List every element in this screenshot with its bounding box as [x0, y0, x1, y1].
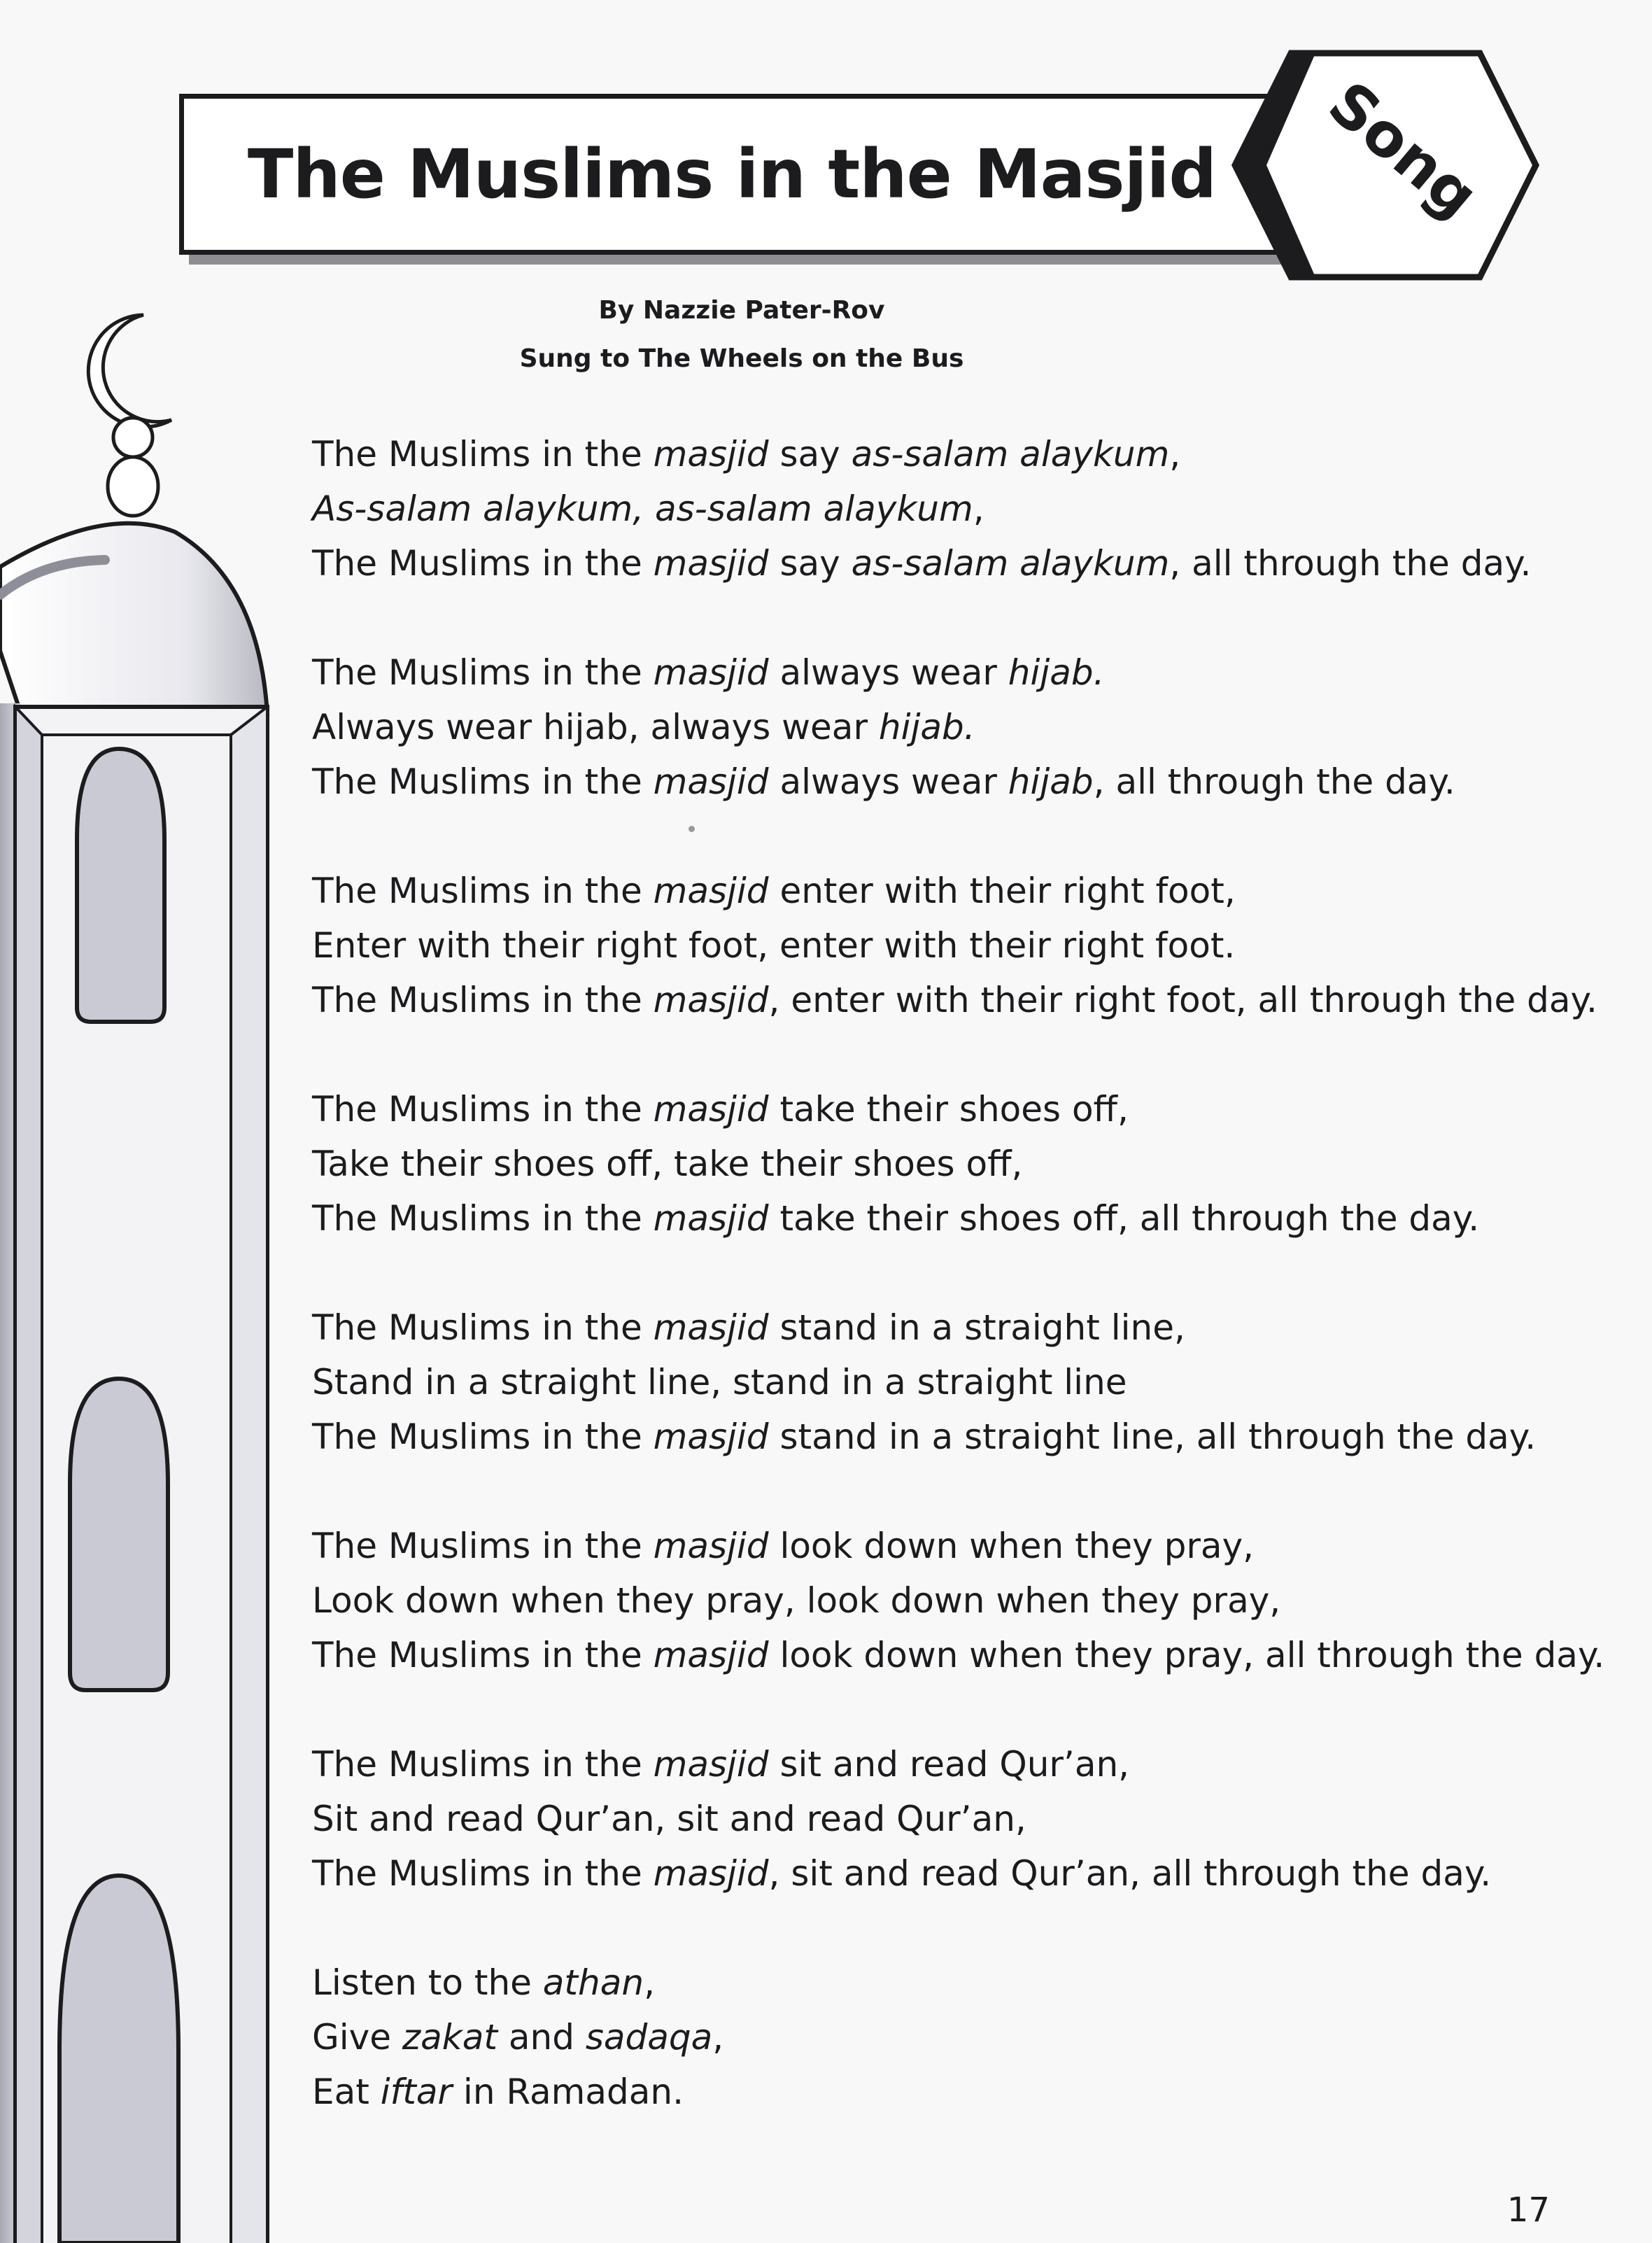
- lyric-line: [312, 1573, 1516, 1628]
- lyric-text: The Muslims in the: [312, 761, 654, 802]
- lyric-text: sit and read Qur’an,: [768, 1744, 1130, 1785]
- italic-term: masjid: [653, 434, 769, 474]
- lyric-line: [312, 1519, 1516, 1573]
- italic-term: masjid: [653, 980, 769, 1020]
- lyric-text: Take their shoes off, take their shoes off,: [312, 1144, 1023, 1184]
- italic-term: as-salam alaykum: [851, 434, 1170, 474]
- italic-term: masjid: [653, 1853, 769, 1894]
- lyric-text: in Ramadan.: [452, 2072, 684, 2112]
- lyric-text: The Muslims in the: [312, 434, 654, 474]
- italic-term: masjid: [653, 1089, 769, 1130]
- lyric-text: always wear: [768, 761, 1008, 802]
- lyric-text: The Muslims in the: [312, 1853, 654, 1894]
- lyric-text: look down when they pray, all through the day.: [768, 1635, 1605, 1675]
- lyric-line: [312, 1137, 1516, 1191]
- lyric-line: [312, 2010, 1516, 2065]
- lyric-text: ,: [973, 488, 984, 529]
- lyric-text: Look down when they pray, look down when they pray,: [312, 1580, 1281, 1621]
- song-badge-label: Song: [1315, 68, 1491, 232]
- lyric-text: Give: [312, 2017, 402, 2058]
- italic-term: hijab.: [1008, 652, 1105, 693]
- lyric-text: and: [497, 2017, 586, 2058]
- italic-term: masjid: [653, 1198, 769, 1239]
- lyric-text: The Muslims in the: [312, 1198, 654, 1239]
- lyric-text: take their shoes off,: [768, 1089, 1129, 1130]
- lyric-line: [312, 918, 1516, 973]
- lyric-line: [312, 427, 1516, 481]
- stanza: [312, 645, 1516, 809]
- lyric-text: The Muslims in the: [312, 1526, 654, 1566]
- lyric-text: The Muslims in the: [312, 1307, 654, 1348]
- lyric-line: [312, 754, 1516, 809]
- stanza: [312, 1300, 1537, 1464]
- italic-term: athan: [542, 1962, 644, 2003]
- lyric-line: [312, 1409, 1537, 1464]
- lyric-line: [312, 973, 1597, 1027]
- italic-term: sadaqa: [585, 2017, 713, 2058]
- italic-term: masjid: [653, 543, 769, 584]
- stanza: [312, 1737, 1516, 1901]
- lyric-text: Sit and read Qur’an, sit and read Qur’an,: [312, 1799, 1026, 1839]
- lyric-line: [312, 1955, 1516, 2010]
- italic-term: masjid: [653, 1635, 769, 1675]
- italic-term: hijab: [1008, 761, 1094, 802]
- lyric-text: ,: [1169, 434, 1181, 474]
- lyric-line: [312, 1737, 1516, 1792]
- lyric-text: , enter with their right foot, all through the day.: [768, 980, 1597, 1020]
- author-byline: By Nazzie Pater-Rov: [598, 296, 885, 325]
- italic-term: masjid: [653, 1416, 769, 1457]
- italic-term: as-salam alaykum: [851, 543, 1170, 584]
- stanza: [312, 1082, 1516, 1246]
- lyric-text: The Muslims in the: [312, 1744, 654, 1785]
- lyric-line: [312, 864, 1516, 918]
- lyric-text: , all through the day.: [1093, 761, 1455, 802]
- italic-term: masjid: [653, 1744, 769, 1785]
- lyric-text: stand in a straight line, all through the day.: [768, 1416, 1537, 1457]
- lyric-text: say: [768, 434, 852, 474]
- lyric-line: [312, 1355, 1516, 1409]
- lyric-text: The Muslims in the: [312, 652, 654, 693]
- italic-term: masjid: [653, 1307, 769, 1348]
- italic-term: As-salam alaykum, as-salam alaykum: [312, 488, 973, 529]
- stanza: [312, 1955, 1516, 2119]
- stanza: [312, 427, 1532, 591]
- lyric-line: [312, 1191, 1516, 1246]
- lyric-line: [312, 645, 1516, 700]
- lyric-text: stand in a straight line,: [768, 1307, 1185, 1348]
- lyric-text: look down when they pray,: [768, 1526, 1255, 1566]
- lyric-text: Enter with their right foot, enter with their right foot.: [312, 925, 1236, 966]
- italic-term: masjid: [653, 871, 769, 911]
- tune-byline: Sung to The Wheels on the Bus: [519, 344, 964, 373]
- lyric-text: The Muslims in the: [312, 543, 654, 584]
- italic-term: iftar: [380, 2072, 453, 2112]
- italic-term: masjid: [653, 761, 769, 802]
- lyric-text: The Muslims in the: [312, 980, 654, 1020]
- stanza: [312, 1519, 1605, 1682]
- lyric-text: Listen to the: [312, 1962, 543, 2003]
- lyric-text: ,: [712, 2017, 724, 2058]
- stanza: [312, 864, 1597, 1027]
- lyric-line: [312, 1082, 1516, 1137]
- lyric-line: [312, 1846, 1516, 1901]
- crescent-icon: [88, 315, 171, 427]
- lyric-text: The Muslims in the: [312, 1089, 654, 1130]
- song-lyrics: [312, 427, 1605, 2174]
- lyric-text: The Muslims in the: [312, 1416, 654, 1457]
- lyric-text: , sit and read Qur’an, all through the day.: [768, 1853, 1492, 1894]
- page-title: The Muslims in the Masjid: [247, 135, 1217, 213]
- lyric-text: always wear: [768, 652, 1008, 693]
- lyric-text: Eat: [312, 2072, 381, 2112]
- lyric-line: [312, 1628, 1605, 1682]
- italic-term: masjid: [653, 652, 769, 693]
- lyric-text: The Muslims in the: [312, 871, 654, 911]
- lyric-text: , all through the day.: [1169, 543, 1532, 584]
- lyric-text: take their shoes off, all through the day.: [768, 1198, 1480, 1239]
- italic-term: masjid: [653, 1526, 769, 1566]
- lyric-text: Always wear hijab, always wear: [312, 707, 879, 747]
- lyric-line: [312, 1300, 1516, 1355]
- lyric-line: [312, 1792, 1516, 1846]
- italic-term: zakat: [402, 2017, 497, 2058]
- italic-term: hijab.: [878, 707, 975, 747]
- lyric-line: [312, 536, 1532, 591]
- lyric-text: The Muslims in the: [312, 1635, 654, 1675]
- lyric-text: Stand in a straight line, stand in a straight line: [312, 1362, 1127, 1402]
- page-number: 17: [1506, 2191, 1550, 2230]
- lyric-line: [312, 2065, 1516, 2119]
- minaret-illustration: [0, 301, 294, 2243]
- lyric-text: ,: [644, 1962, 655, 2003]
- lyric-line: [312, 481, 1516, 536]
- lyric-text: say: [768, 543, 852, 584]
- lyric-line: [312, 700, 1516, 754]
- lyric-text: enter with their right foot,: [768, 871, 1236, 911]
